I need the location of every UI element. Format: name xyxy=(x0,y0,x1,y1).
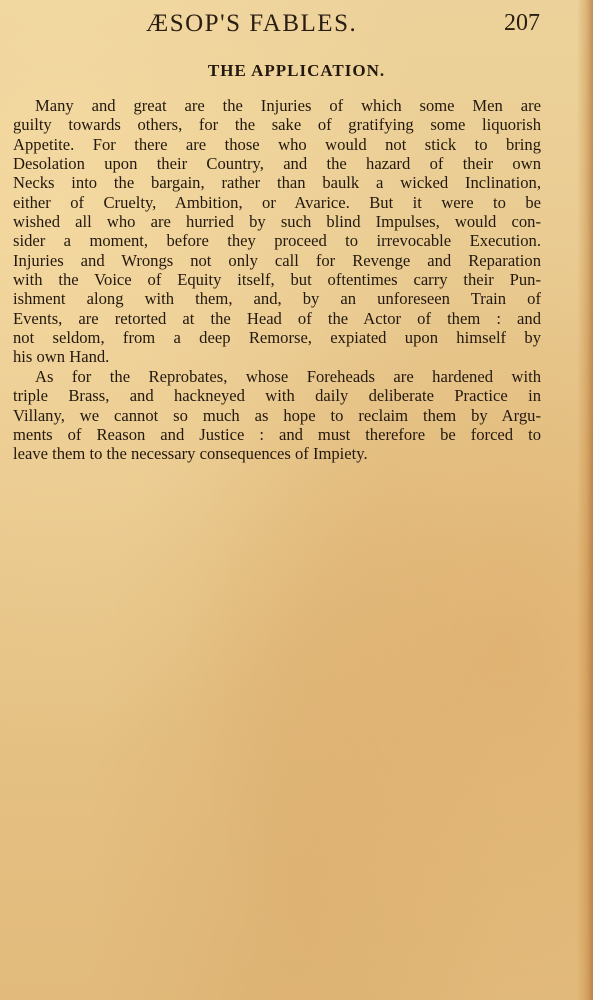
text-line: either of Cruelty, Ambition, or Avarice. But it were to be xyxy=(13,192,541,212)
text-line: guilty towards others, for the sake of gratifying some liquorish xyxy=(13,115,541,135)
page-number: 207 xyxy=(504,10,540,36)
text-line: Injuries and Wrongs not only call for Revenge and Reparation xyxy=(13,250,541,270)
running-title: ÆSOP'S FABLES. xyxy=(146,10,358,37)
page-edge-shadow xyxy=(577,0,593,1000)
paragraph-1 xyxy=(13,96,541,367)
text-line: Many and great are the Injuries of which some Men are xyxy=(35,96,541,115)
paragraph-2 xyxy=(13,367,541,464)
text-line: Desolation upon their Country, and the hazard of their own xyxy=(13,154,541,174)
text-line: As for the Reprobates, whose Foreheads are hardened with xyxy=(35,366,541,386)
text-line: ments of Reason and Justice : and must therefore be forced to xyxy=(13,424,541,444)
text-line: his own Hand. xyxy=(13,347,110,367)
text-line: triple Brass, and hackneyed with daily deliberate Practice in xyxy=(13,386,541,406)
text-line: Events, are retorted at the Head of the Actor of them : and xyxy=(13,308,541,328)
text-line: not seldom, from a deep Remorse, expiated upon himself by xyxy=(13,328,541,348)
page-header xyxy=(0,6,593,46)
text-line: sider a moment, before they proceed to irrevocable Execution. xyxy=(13,231,541,251)
text-line: Necks into the bargain, rather than baulk a wicked Inclination, xyxy=(13,173,541,193)
text-line: ishment along with them, and, by an unforeseen Train of xyxy=(13,289,541,309)
text-line: wished all who are hurried by such blind Impulses, would con- xyxy=(13,212,541,232)
text-line: Villany, we cannot so much as hope to reclaim them by Argu- xyxy=(13,405,541,425)
text-line: Appetite. For there are those who would not stick to bring xyxy=(13,134,541,154)
body-text xyxy=(13,96,541,464)
section-title: THE APPLICATION. xyxy=(207,61,386,80)
text-line: with the Voice of Equity itself, but oftentimes carry their Pun- xyxy=(13,270,541,290)
text-line: leave them to the necessary consequences of Impiety. xyxy=(13,444,368,464)
